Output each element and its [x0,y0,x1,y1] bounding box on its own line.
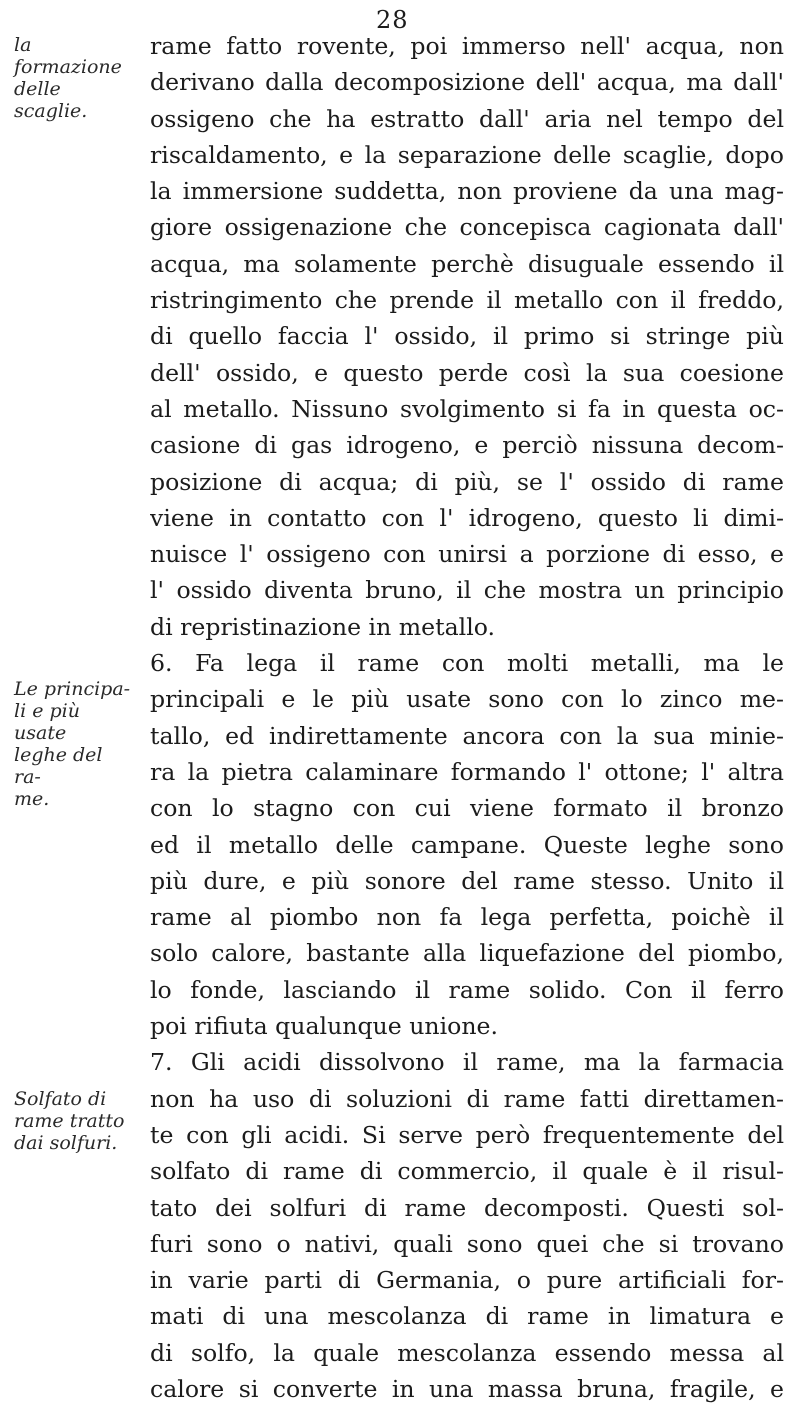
text-line: calore si converte in una massa bruna, fragile, e [150,1374,784,1403]
margin-note-line: la formazione [14,34,122,78]
text-line: lo fonde, lasciando il rame solido. Con il ferro [150,975,784,1004]
margin-note-line: rame tratto [14,1110,125,1132]
text-line: più dure, e più sonore del rame stesso. Unito il [150,866,784,895]
text-line: la immersione suddetta, non proviene da una mag- [150,177,784,206]
margin-note-line: dai solfuri. [14,1132,118,1154]
margin-note-copper-sulfate [14,1088,134,1154]
paragraph-alloys [150,645,784,1044]
text-line: principali e le più usate sono con lo zinco me- [150,685,784,714]
text-line: furi sono o nativi, quali sono quei che si trovano [150,1229,784,1258]
margin-note-line: leghe del ra- [14,744,103,788]
text-line: 6. Fa lega il rame con molti metalli, ma le [150,649,784,678]
text-line: tallo, ed indirettamente ancora con la sua minie- [150,721,784,750]
text-line: di quello faccia l' ossido, il primo si stringe più [150,322,784,351]
page-number: 28 [376,6,409,34]
text-line: giore ossigenazione che concepisca cagionata dall' [150,213,784,242]
text-line: in varie parti di Germania, o pure artificiali for- [150,1266,784,1295]
paragraph-scales [150,28,784,645]
text-line: 7. Gli acidi dissolvono il rame, ma la farmacia [150,1048,784,1077]
text-line: riscaldamento, e la separazione delle scaglie, dopo [150,140,784,169]
text-line: ossigeno che ha estratto dall' aria nel tempo del [150,104,784,133]
margin-note-line: me. [14,788,50,810]
text-line: ristringimento che prende il metallo con il freddo, [150,286,784,315]
text-line: te con gli acidi. Si serve però frequentemente del [150,1120,784,1149]
text-line: ra la pietra calaminare formando l' ottone; l' altra [150,757,784,786]
text-line: dell' ossido, e questo perde così la sua coesione [150,358,784,387]
text-line: al metallo. Nissuno svolgimento si fa in questa oc- [150,394,784,423]
text-line: tato dei solfuri di rame decomposti. Questi sol- [150,1193,784,1222]
text-line: nuisce l' ossigeno con unirsi a porzione di esso, e [150,540,784,569]
text-line: l' ossido diventa bruno, il che mostra un principio [150,576,784,605]
margin-note-formation-of-scales [14,34,134,122]
text-line: non ha uso di soluzioni di rame fatti direttamen- [150,1084,784,1113]
text-line: con lo stagno con cui viene formato il bronzo [150,794,784,823]
text-line: rame al piombo non fa lega perfetta, poichè il [150,903,784,932]
margin-note-copper-alloys [14,678,134,810]
text-line: rame fatto rovente, poi immerso nell' acqua, non [150,32,784,60]
paragraph-copper-sulfate [150,1044,784,1407]
margin-note-line: Solfato di [14,1088,107,1110]
margin-note-line: li e più usate [14,700,80,744]
text-line: derivano dalla decomposizione dell' acqua, ma dall' [150,68,784,97]
text-line: viene in contatto con l' idrogeno, questo li dimi- [150,503,784,532]
text-line: di repristinazione in metallo. [150,612,496,641]
text-line: solo calore, bastante alla liquefazione del piombo, [150,939,784,968]
text-line: ed il metallo delle campane. Queste leghe sono [150,830,784,859]
text-line: acqua, ma solamente perchè disuguale essendo il [150,249,784,278]
margin-note-line: delle scaglie. [14,78,88,122]
text-line: solfato di rame di commercio, il quale è il risul- [150,1157,784,1186]
margin-note-line: Le principa- [14,678,131,700]
text-line: poi rifiuta qualunque unione. [150,1012,499,1041]
text-line: casione di gas idrogeno, e perciò nissuna decom- [150,431,784,460]
main-text [150,28,784,1407]
text-line: di solfo, la quale mescolanza essendo messa al [150,1338,784,1367]
text-line: mati di una mescolanza di rame in limatura e [150,1302,784,1331]
text-line: posizione di acqua; di più, se l' ossido di rame [150,467,784,496]
